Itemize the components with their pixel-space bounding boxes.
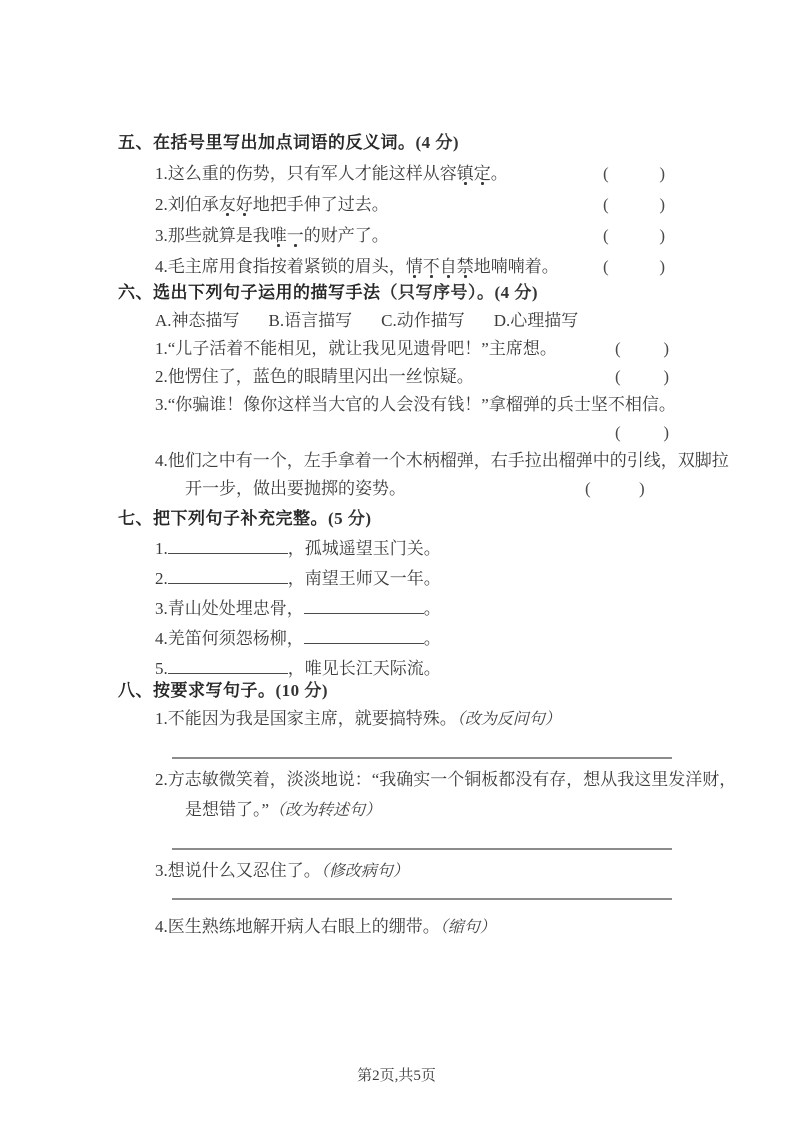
requirement-note: （改为反问句）: [456, 711, 561, 728]
paren-open: (: [615, 339, 621, 358]
section-seven-score: (5 分): [328, 509, 372, 528]
answer-blank: [168, 660, 288, 674]
paren-close: ): [659, 257, 665, 276]
item-text: 4.羌笛何须怨杨柳，: [155, 629, 304, 648]
item-text: ，唯见长江天际流。: [287, 659, 441, 678]
item-text: 3.“你骗谁！像你这样当大官的人会没有钱！”拿榴弹的兵士坚不相信。: [155, 395, 676, 414]
paren-close: ): [659, 164, 665, 183]
paren-open: (: [603, 164, 609, 183]
q7-item-1: [155, 534, 742, 564]
option-b: B.语言描写: [268, 311, 353, 330]
answer-blank: [168, 540, 288, 554]
section-five-title-text: 五、在括号里写出加点词语的反义词。: [118, 133, 416, 152]
paren-close: ): [659, 195, 665, 214]
q6-item-3-answer-row: [118, 419, 742, 447]
section-six: [118, 279, 742, 503]
paren-open: (: [615, 367, 621, 386]
paren-close: ): [663, 367, 669, 386]
q5-item-2: [155, 189, 742, 220]
answer-paren: [603, 251, 665, 282]
paren-close: ): [659, 226, 665, 245]
q5-item-1: [155, 158, 742, 189]
q8-item-2: [155, 765, 742, 826]
section-seven-title-text: 七、把下列句子补充完整。: [118, 509, 328, 528]
item-text: ，孤城遥望玉门关。: [287, 539, 441, 558]
item-text: 2.他愣住了，蓝色的眼睛里闪出一丝惊疑。: [155, 367, 474, 386]
section-six-title-text: 六、选出下列句子运用的描写手法: [118, 283, 381, 302]
item-text: 2.: [155, 569, 168, 588]
section-seven: [118, 504, 742, 684]
item-text: 3.青山处处埋忠骨，: [155, 599, 304, 618]
option-a: A.神态描写: [155, 311, 240, 330]
item-text: 。: [423, 629, 441, 648]
item-text: 1.: [155, 539, 168, 558]
emphasized-word: 镇定: [457, 164, 491, 186]
emphasized-word: 唯一: [270, 226, 304, 248]
q7-item-4: [155, 624, 742, 654]
q6-options: [155, 307, 742, 335]
item-text: 4.医生熟练地解开病人右眼上的绷带。: [155, 917, 440, 936]
option-d: D.心理描写: [493, 311, 579, 330]
q6-item-4: [155, 447, 742, 503]
item-text: 的财产了。: [303, 226, 389, 245]
item-text: 1.这么重的伤势，只有军人才能这样从容: [155, 164, 457, 183]
answer-paren: [603, 189, 665, 220]
q7-item-3: [155, 594, 742, 624]
paren-open: (: [615, 423, 621, 442]
answer-line: [172, 898, 672, 900]
item-text: 3.那些就算是我: [155, 226, 270, 245]
section-five-title: [118, 127, 742, 158]
section-six-score: (4 分): [494, 283, 539, 302]
item-text: 2.方志敏微笑着，淡淡地说：“我确实一个铜板都没有存，想从我这里发洋财，是想错了。”: [155, 770, 737, 819]
item-text: 。: [423, 599, 441, 618]
q8-item-1: [155, 705, 742, 734]
section-eight: [118, 677, 742, 943]
item-text: 4.他们之中有一个，左手拿着一个木柄榴弹，右手拉出榴弹中的引线，双脚拉开一步，做出要抛掷的姿势。: [155, 451, 729, 498]
q6-item-3: [155, 391, 742, 419]
item-text: 2.刘伯承: [155, 195, 219, 214]
section-eight-title-text: 八、按要求写句子。: [118, 681, 276, 700]
section-five-score: (4 分): [415, 133, 460, 152]
q8-item-3: [155, 856, 742, 887]
paren-close: ): [663, 339, 669, 358]
answer-blank: [168, 570, 288, 584]
item-text: 1.不能因为我是国家主席，就要搞特殊。: [155, 709, 457, 728]
q6-item-2: [155, 363, 742, 391]
item-text: 3.想说什么又忍住了。: [155, 861, 321, 880]
paren-open: (: [603, 195, 609, 214]
requirement-note: （修改病句）: [320, 863, 409, 880]
item-text: 1.“儿子活着不能相见，就让我见见遗骨吧！”主席想。: [155, 339, 557, 358]
item-text: 4.毛主席用食指按着紧锁的眉头，: [155, 257, 406, 276]
page-number: 第2页,共5页: [357, 1068, 436, 1084]
item-text: 。: [490, 164, 508, 183]
paren-close: ): [663, 423, 669, 442]
answer-blank: [304, 600, 424, 614]
paren-open: (: [603, 257, 609, 276]
emphasized-word: 情不自禁: [406, 257, 474, 279]
q8-item-4: [155, 912, 742, 943]
section-seven-title: [118, 504, 742, 534]
answer-blank: [304, 630, 424, 644]
answer-paren: [615, 363, 669, 391]
section-six-title: [118, 279, 742, 307]
q7-item-2: [155, 564, 742, 594]
answer-line: [172, 848, 672, 850]
answer-paren: [615, 335, 669, 363]
section-six-title-note: （只写序号）。: [380, 283, 495, 302]
section-five: [118, 127, 742, 282]
section-eight-score: (10 分): [275, 681, 329, 700]
requirement-note: （缩句）: [439, 919, 496, 936]
answer-paren: [615, 419, 669, 447]
answer-paren: [603, 220, 665, 251]
item-text: 5.: [155, 659, 168, 678]
paren-open: (: [603, 226, 609, 245]
item-text: ，南望王师又一年。: [287, 569, 441, 588]
q6-item-1: [155, 335, 742, 363]
item-text: 地喃喃着。: [473, 257, 559, 276]
q5-item-3: [155, 220, 742, 251]
item-text: 地把手伸了过去。: [252, 195, 389, 214]
emphasized-word: 友好: [219, 195, 253, 217]
q5-item-4: [155, 251, 742, 282]
answer-line: [172, 757, 672, 759]
option-c: C.动作描写: [381, 311, 465, 330]
answer-paren: [603, 158, 665, 189]
answer-paren: ( ): [585, 479, 645, 498]
section-eight-title: [118, 677, 742, 705]
requirement-note: （改为转述句）: [269, 802, 382, 819]
